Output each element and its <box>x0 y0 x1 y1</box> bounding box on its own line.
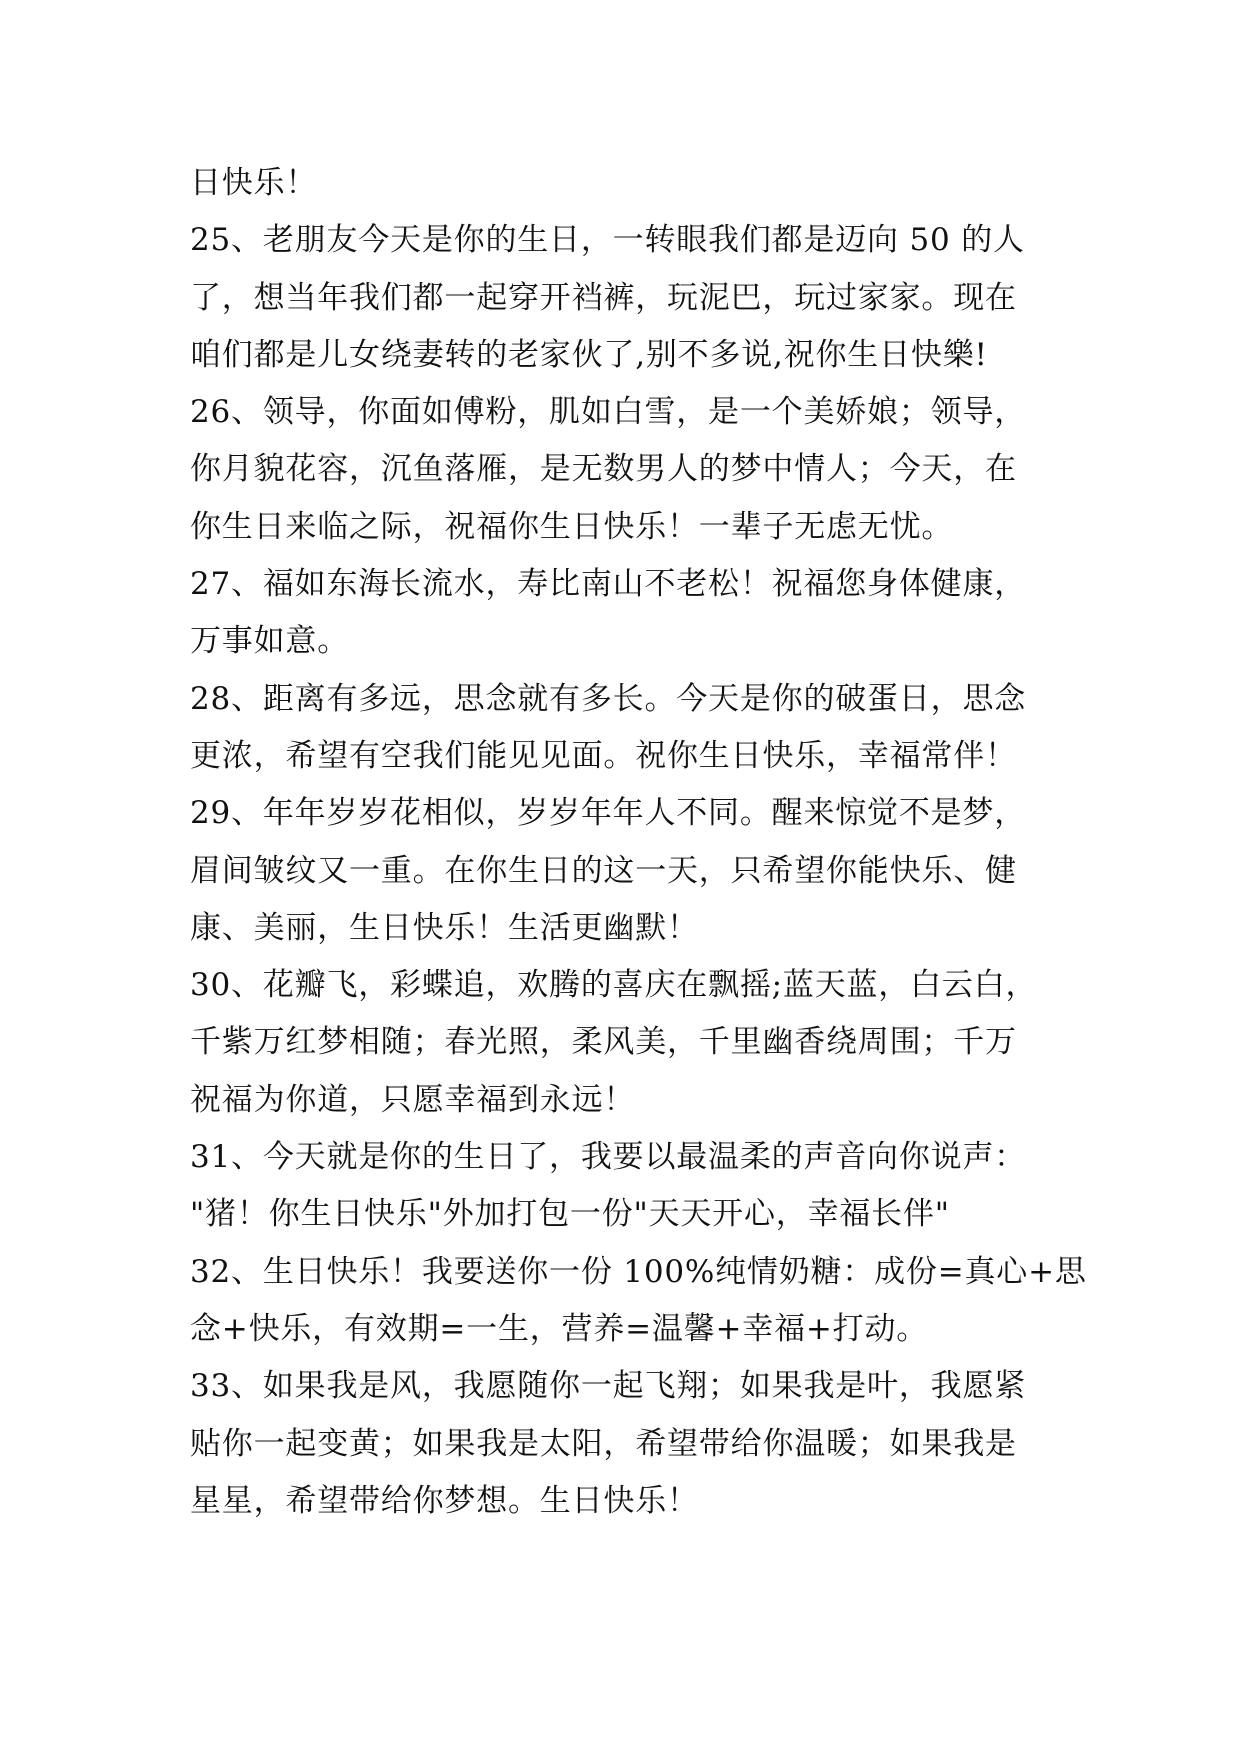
text-line: 33、如果我是风，我愿随你一起飞翔；如果我是叶，我愿紧 <box>190 1368 1027 1405</box>
text-line: 祝福为你道，只愿幸福到永远！ <box>190 1081 636 1118</box>
text-line: 28、距离有多远，思念就有多长。今天是你的破蛋日，思念 <box>190 680 1027 717</box>
text-body <box>190 155 1087 1530</box>
text-line: 眉间皱纹又一重。在你生日的这一天，只希望你能快乐、健 <box>190 852 1017 889</box>
text-line: 念+快乐，有效期=一生，营养=温馨+幸福+打动。 <box>190 1310 929 1347</box>
text-line: "猪！你生日快乐"外加打包一份"天天开心，幸福长伴" <box>190 1196 950 1233</box>
text-line: 星星，希望带给你梦想。生日快乐！ <box>190 1482 699 1519</box>
text-line: 你生日来临之际，祝福你生日快乐！一辈子无虑无忧。 <box>190 508 954 545</box>
text-line: 更浓，希望有空我们能见见面。祝你生日快乐，幸福常伴！ <box>190 737 1017 774</box>
text-line: 康、美丽，生日快乐！生活更幽默！ <box>190 909 699 946</box>
text-line: 29、年年岁岁花相似，岁岁年年人不同。醒来惊觉不是梦， <box>190 795 1027 832</box>
text-line: 咱们都是儿女绕妻转的老家伙了,别不多说,祝你生日快樂! <box>190 336 988 373</box>
text-line: 了，想当年我们都一起穿开裆裤，玩泥巴，玩过家家。现在 <box>190 279 1017 316</box>
text-line: 千紫万红梦相随；春光照，柔风美，千里幽香绕周围；千万 <box>190 1024 1017 1061</box>
text-line: 26、领导，你面如傅粉，肌如白雪，是一个美娇娘；领导， <box>190 394 1027 431</box>
text-line: 25、老朋友今天是你的生日，一转眼我们都是迈向 50 的人 <box>190 222 1025 259</box>
text-line: 27、福如东海长流水，寿比南山不老松！祝福您身体健康， <box>190 566 1027 603</box>
text-line: 你月貌花容，沉鱼落雁，是无数男人的梦中情人；今天，在 <box>190 451 1017 488</box>
text-line: 32、生日快乐！我要送你一份 100%纯情奶糖：成份=真心+思 <box>190 1253 1087 1290</box>
text-line: 31、今天就是你的生日了，我要以最温柔的声音向你说声： <box>190 1139 1027 1176</box>
text-line: 30、花瓣飞，彩蝶追，欢腾的喜庆在飘摇;蓝天蓝，白云白， <box>190 967 1038 1004</box>
text-line: 万事如意。 <box>190 623 349 660</box>
text-line: 日快乐！ <box>190 165 318 201</box>
text-line: 贴你一起变黄；如果我是太阳，希望带给你温暖；如果我是 <box>190 1425 1017 1462</box>
